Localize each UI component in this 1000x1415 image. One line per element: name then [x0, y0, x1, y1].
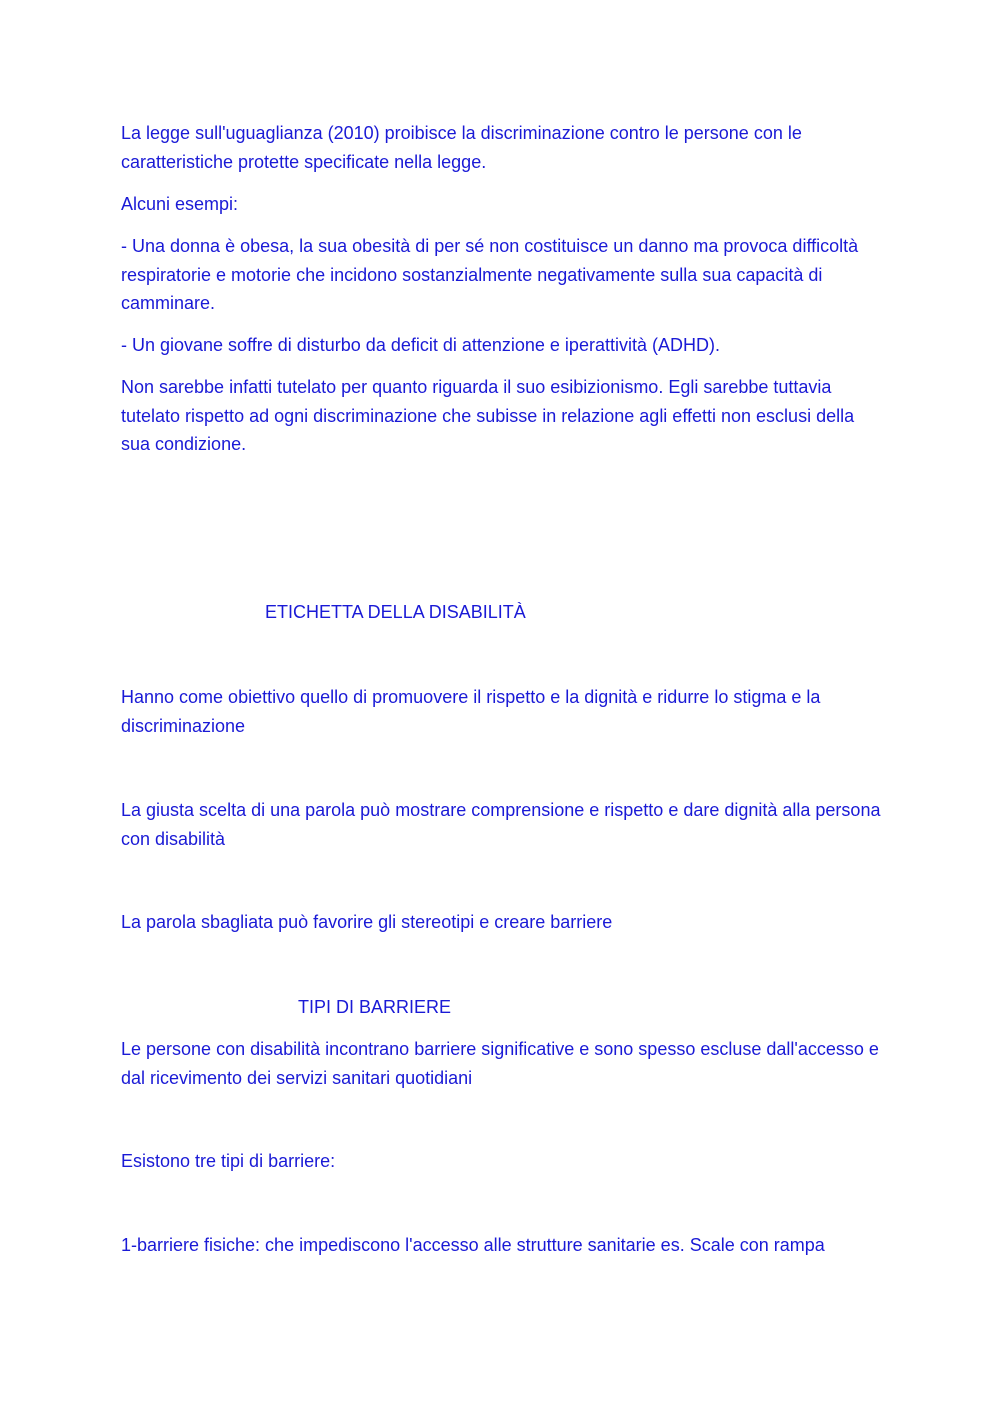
- paragraph-physical-barriers: 1-barriere fisiche: che impediscono l'accesso alle strutture sanitarie es. Scale con rampa: [121, 1235, 825, 1255]
- paragraph-example-obesity: - Una donna è obesa, la sua obesità di per sé non costituisce un danno ma provoca difficoltà respiratorie e motorie che incidono sostanzialmente negativamente sulla sua capacità di camminare.: [121, 236, 859, 313]
- heading-barrier-types: TIPI DI BARRIERE: [298, 997, 452, 1017]
- paragraph-right-word: La giusta scelta di una parola può mostrare comprensione e rispetto e dare dignità alla persona con disabilità: [121, 800, 881, 849]
- paragraph-examples-intro: Alcuni esempi:: [121, 194, 239, 214]
- paragraph-wrong-word: La parola sbagliata può favorire gli stereotipi e creare barriere: [121, 912, 613, 932]
- paragraph-protection: Non sarebbe infatti tutelato per quanto riguarda il suo esibizionismo. Egli sarebbe tuttavia tutelato rispetto ad ogni discriminazione che subisse in relazione agli effetti non esclusi della sua condizione.: [121, 377, 855, 454]
- heading-disability-etiquette: ETICHETTA DELLA DISABILITÀ: [265, 602, 526, 622]
- paragraph-example-adhd: - Un giovane soffre di disturbo da deficit di attenzione e iperattività (ADHD).: [121, 335, 720, 355]
- paragraph-objective: Hanno come obiettivo quello di promuovere il rispetto e la dignità e ridurre lo stigma e la discriminazione: [121, 687, 821, 736]
- paragraph-barriers-health: Le persone con disabilità incontrano barriere significative e sono spesso escluse dall'accesso e dal ricevimento dei servizi sanitari quotidiani: [121, 1039, 879, 1088]
- paragraph-equality-law: La legge sull'uguaglianza (2010) proibisce la discriminazione contro le persone con le caratteristiche protette specificate nella legge.: [121, 123, 802, 172]
- paragraph-three-types: Esistono tre tipi di barriere:: [121, 1151, 336, 1171]
